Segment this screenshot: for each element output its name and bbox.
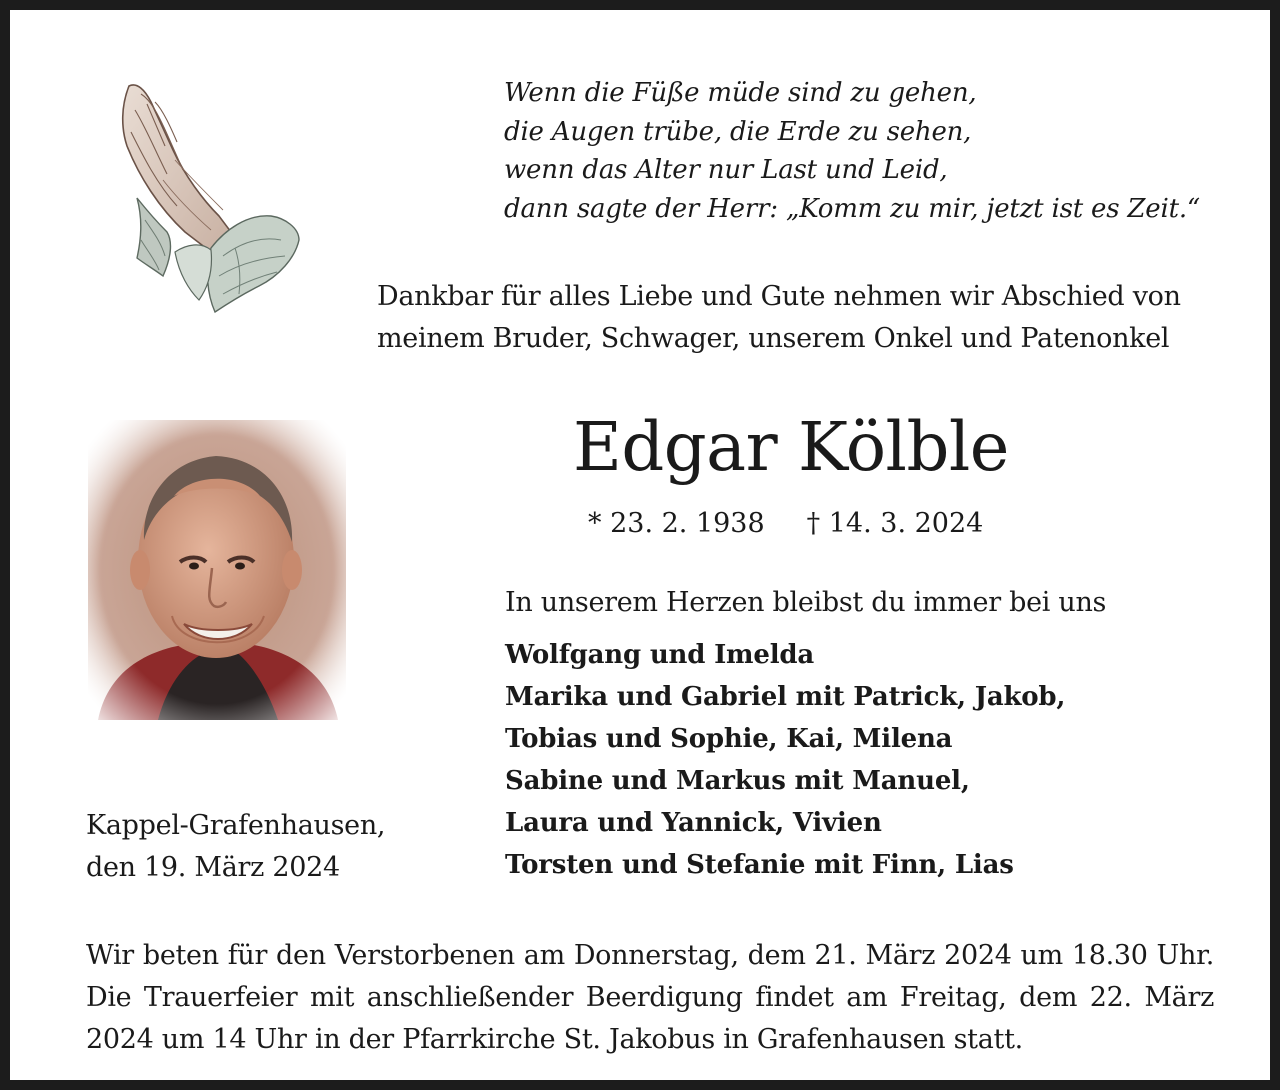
poem-line: die Augen trübe, die Erde zu sehen, xyxy=(504,116,972,147)
birth-date: * 23. 2. 1938 xyxy=(588,508,765,539)
intro-text xyxy=(377,276,1181,360)
mourner-line: Torsten und Stefanie mit Finn, Lias xyxy=(505,850,1014,880)
service-notice xyxy=(86,935,1214,1061)
portrait-photo xyxy=(88,420,346,720)
poem-line: Wenn die Füße müde sind zu gehen, xyxy=(504,78,977,108)
poem-line: dann sagte der Herr: „Komm zu mir, jetzt ist es Zeit.“ xyxy=(504,193,1200,224)
intro-line: meinem Bruder, Schwager, unserem Onkel und Patenonkel xyxy=(377,323,1170,354)
memorial-motto: In unserem Herzen bleibst du immer bei uns xyxy=(505,587,1107,618)
mourner-line: Marika und Gabriel mit Patrick, Jakob, xyxy=(505,682,1066,712)
praying-hands-icon xyxy=(115,80,305,315)
mourner-line: Tobias und Sophie, Kai, Milena xyxy=(505,724,953,754)
notice-line: 2024 um 14 Uhr in der Pfarrkirche St. Jakobus in Grafenhausen statt. xyxy=(86,1024,1023,1055)
poem xyxy=(504,74,1200,228)
mourner-line: Laura und Yannick, Vivien xyxy=(505,808,882,838)
place-line: Kappel-Grafenhausen, xyxy=(86,810,386,841)
deceased-name: Edgar Kölble xyxy=(573,408,1009,486)
mourner-line: Wolfgang und Imelda xyxy=(505,640,814,670)
intro-line: Dankbar für alles Liebe und Gute nehmen wir Abschied von xyxy=(377,281,1181,312)
date-line: den 19. März 2024 xyxy=(86,852,340,883)
place-and-date xyxy=(86,805,385,889)
death-date: † 14. 3. 2024 xyxy=(806,508,984,539)
life-dates xyxy=(588,505,983,543)
notice-line: Wir beten für den Verstorbenen am Donnerstag, dem 21. März 2024 um 18.30 Uhr. xyxy=(86,940,1214,971)
mourner-line: Sabine und Markus mit Manuel, xyxy=(505,766,970,796)
notice-line: Die Trauerfeier mit anschließender Beerdigung findet am Freitag, dem 22. März xyxy=(86,982,1214,1013)
poem-line: wenn das Alter nur Last und Leid, xyxy=(504,155,948,185)
mourners-list xyxy=(505,634,1065,886)
